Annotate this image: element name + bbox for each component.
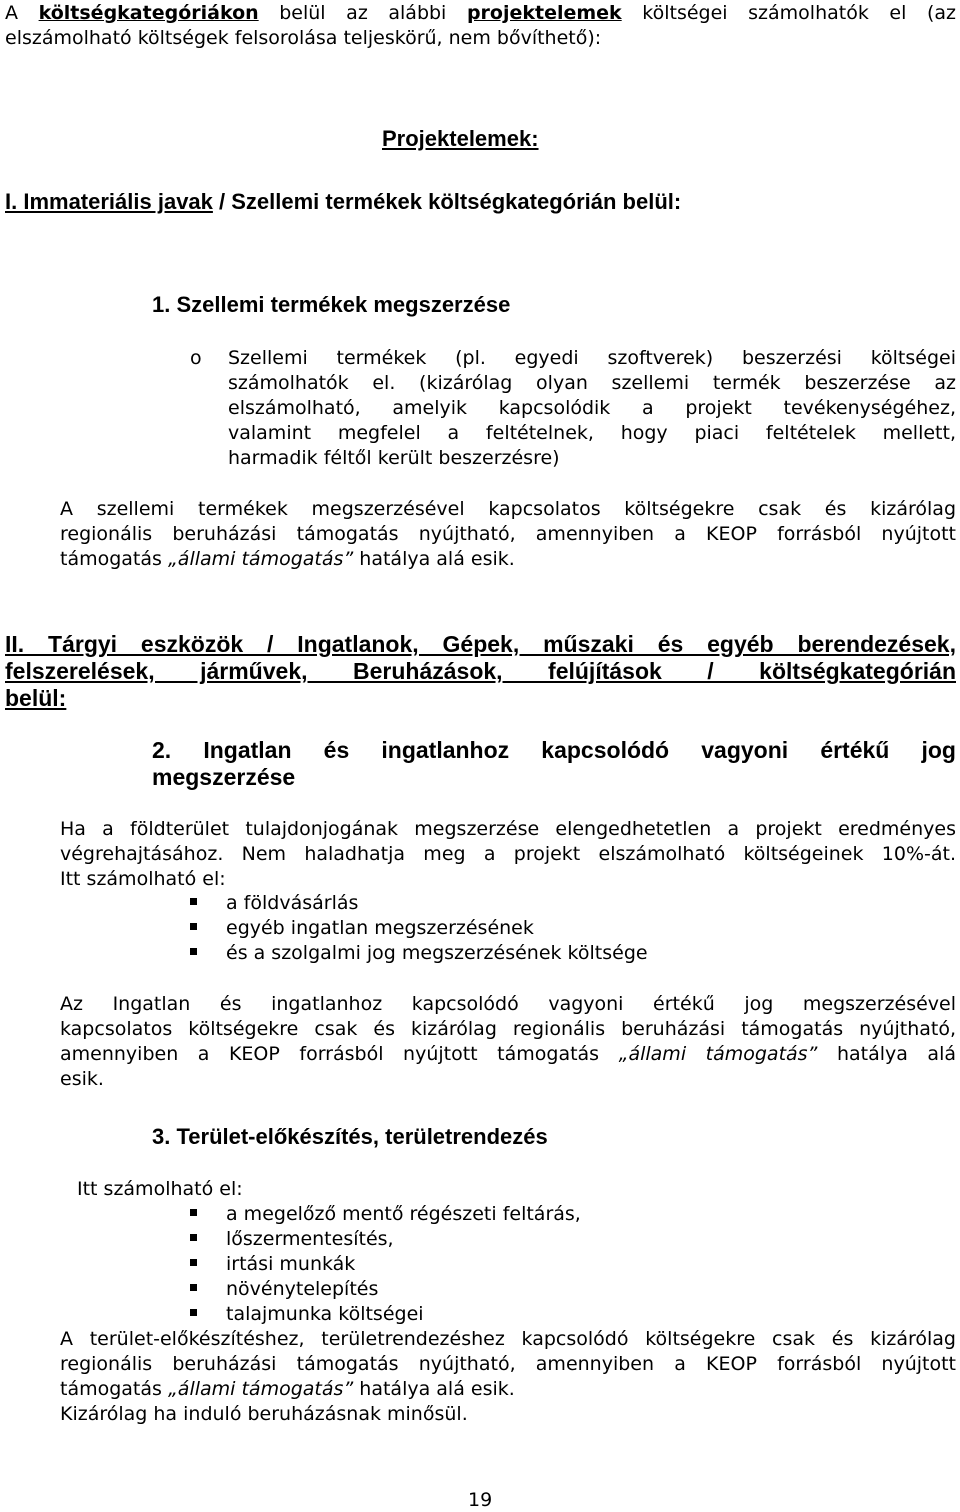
bullet-item: a földvásárlás	[226, 892, 359, 914]
section-2-heading-line-3: belül:	[5, 685, 67, 711]
square-bullet-icon	[190, 1234, 197, 1241]
section-2-para-1-line-1: Ha a földterület tulajdonjogának megszerzése elengedhetetlen a projekt eredményes	[60, 818, 956, 840]
section-2-para-3-line-2: regionális beruházási támogatás nyújtható, amennyiben a KEOP forrásból nyújtott	[60, 1353, 956, 1375]
projektelemek-title: Projektelemek:	[382, 126, 539, 151]
bullet-item: a megelőző mentő régészeti feltárás,	[226, 1203, 581, 1225]
project-elements-term: projektelemek	[466, 2, 622, 24]
section-2-heading-line-2: felszerelések, járművek, Beruházások, felújítások / költségkategórián	[5, 658, 956, 684]
item-3-title: 3. Terület-előkészítés, területrendezés	[152, 1124, 548, 1149]
section-1-para-line-3: támogatás „állami támogatás” hatálya alá esik.	[60, 548, 515, 570]
section-1-para-line-2: regionális beruházási támogatás nyújtható, amennyiben a KEOP forrásból nyújtott	[60, 523, 956, 545]
bullet-item: és a szolgalmi jog megszerzésének költsége	[226, 942, 648, 964]
square-bullet-icon	[190, 923, 197, 930]
circle-bullet: o	[190, 347, 202, 369]
section-1-para-line-1: A szellemi termékek megszerzésével kapcsolatos költségekre csak és kizárólag	[60, 498, 956, 520]
section-2-para-2-line-4: esik.	[60, 1068, 104, 1090]
section-2-para-2-line-1: Az Ingatlan és ingatlanhoz kapcsolódó vagyoni értékű jog megszerzésével	[60, 993, 956, 1015]
bullet-item: talajmunka költségei	[226, 1303, 424, 1325]
square-bullet-icon	[190, 948, 197, 955]
section-2-para-2-line-3: amennyiben a KEOP forrásból nyújtott támogatás „állami támogatás” hatálya alá	[60, 1043, 956, 1065]
square-bullet-icon	[190, 1209, 197, 1216]
section-2-para-3-line-4: Kizárólag ha induló beruházásnak minősül.	[60, 1403, 468, 1425]
section-2-para-2-line-2: kapcsolatos költségekre csak és kizárólag regionális beruházási támogatás nyújtható,	[60, 1018, 956, 1040]
item-2-title-line-1: 2. Ingatlan és ingatlanhoz kapcsolódó vagyoni értékű jog	[152, 737, 956, 763]
intro-line-2: elszámolható költségek felsorolása teljeskörű, nem bővíthető):	[5, 27, 602, 49]
page-number: 19	[468, 1489, 493, 1511]
section-1-heading: I. Immateriális javak / Szellemi termékek költségkategórián belül:	[5, 189, 682, 214]
item-2-title-line-2: megszerzése	[152, 764, 296, 790]
section-2-para-3-line-3: támogatás „állami támogatás” hatálya alá esik.	[60, 1378, 515, 1400]
item-1-title: 1. Szellemi termékek megszerzése	[152, 292, 511, 317]
bullet-item: növénytelepítés	[226, 1278, 379, 1300]
bullet-item: irtási munkák	[226, 1253, 356, 1275]
section-2-para-3-line-1: A terület-előkészítéshez, területrendezéshez kapcsolódó költségekre csak és kizárólag	[60, 1328, 956, 1350]
item-1-line-2: számolhatók el. (kizárólag olyan szellemi termék beszerzése az	[228, 372, 956, 394]
bullet-item: lőszermentesítés,	[226, 1228, 394, 1250]
section-2-para-1-line-2: végrehajtásához. Nem haladhatja meg a projekt elszámolható költségeinek 10%-át.	[60, 843, 956, 865]
item-1-line-3: elszámolható, amelyik kapcsolódik a projekt tevékenységéhez,	[228, 397, 956, 419]
cost-categories-term: költségkategóriákon	[38, 2, 259, 24]
item-3-intro: Itt számolható el:	[77, 1178, 243, 1200]
item-1-line-5: harmadik féltől került beszerzésre)	[228, 447, 560, 469]
section-2-heading-line-1: II. Tárgyi eszközök / Ingatlanok, Gépek, műszaki és egyéb berendezések,	[5, 631, 956, 657]
bullet-item: egyéb ingatlan megszerzésének	[226, 917, 534, 939]
intro-line-1: A költségkategóriákon belül az alábbi projektelemek költségei számolhatók el (az	[5, 2, 957, 24]
item-1-line-4: valamint megfelel a feltételnek, hogy piaci feltételek mellett,	[228, 422, 956, 444]
square-bullet-icon	[190, 1309, 197, 1316]
section-2-para-1-line-3: Itt számolható el:	[60, 868, 226, 890]
item-1-line-1: Szellemi termékek (pl. egyedi szoftverek) beszerzési költségei	[228, 347, 956, 369]
square-bullet-icon	[190, 1284, 197, 1291]
square-bullet-icon	[190, 1259, 197, 1266]
square-bullet-icon	[190, 898, 197, 905]
